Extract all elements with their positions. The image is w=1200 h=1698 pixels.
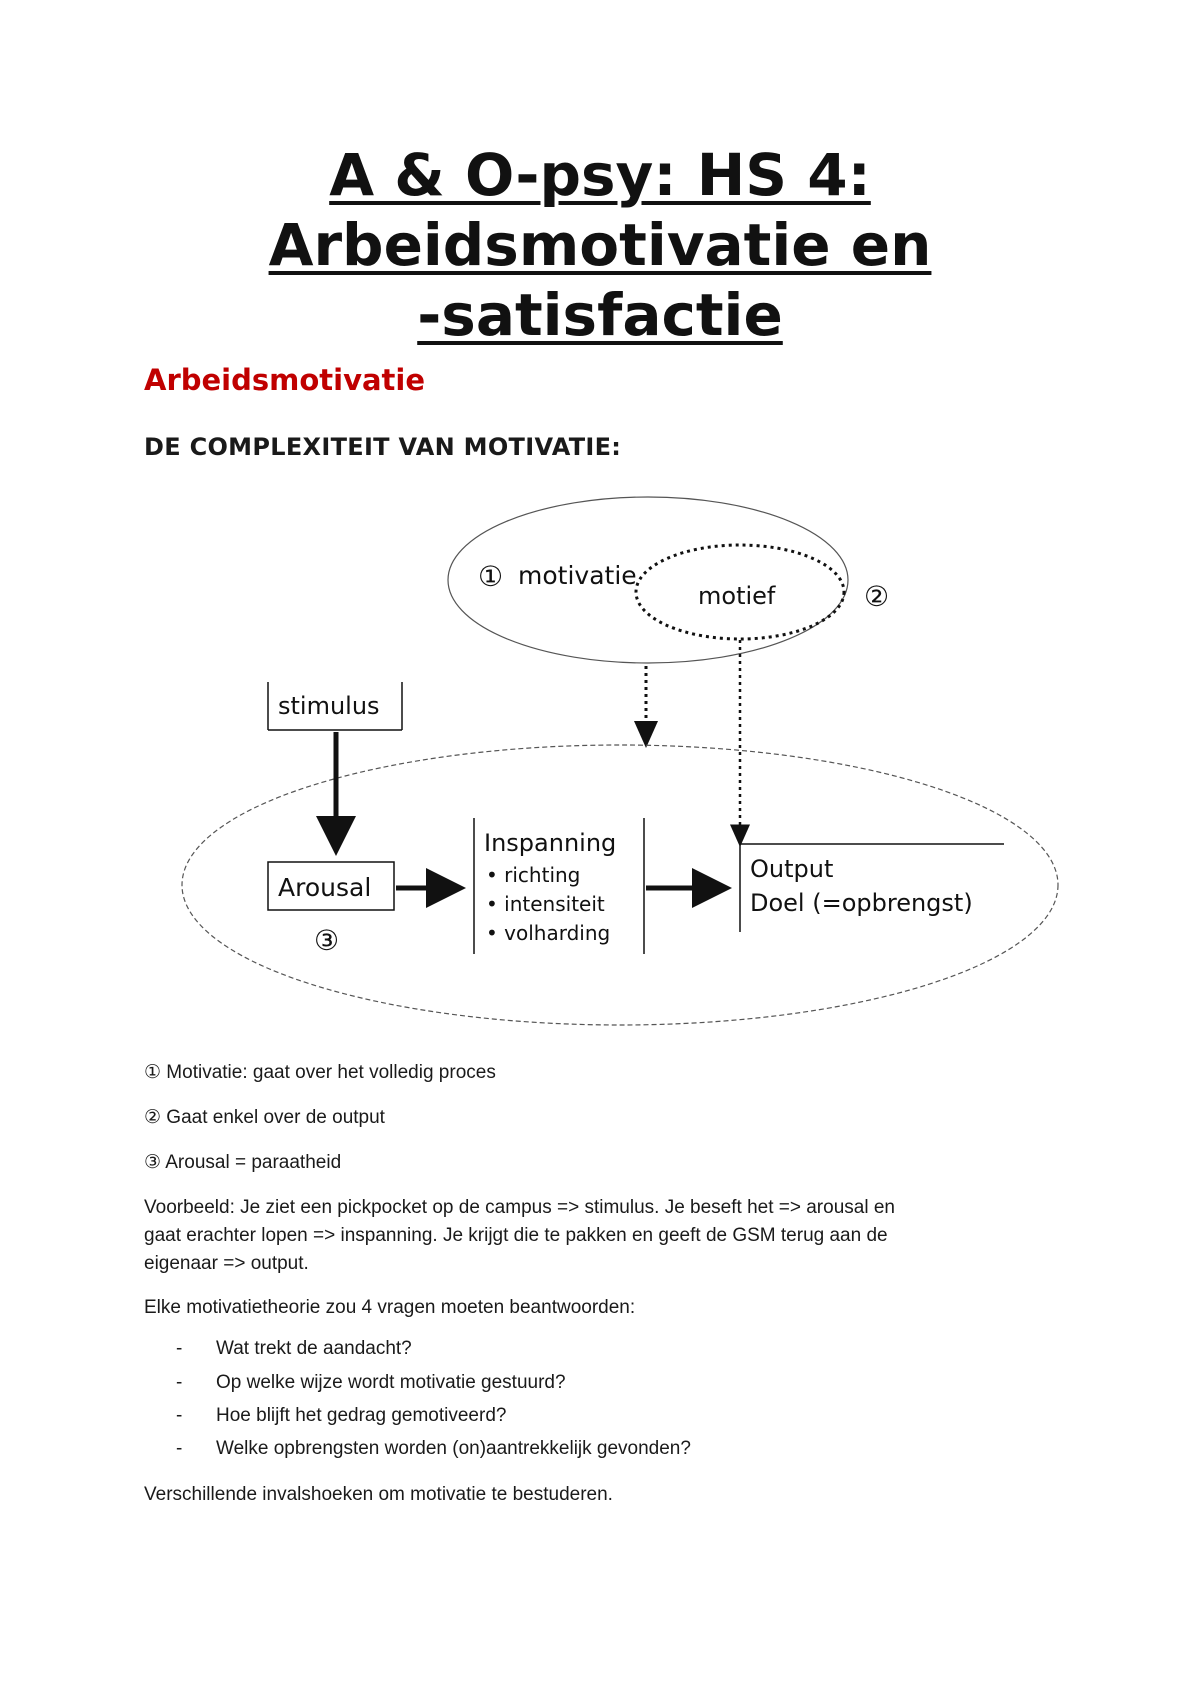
question-item-4: - Welke opbrengsten worden (on)aantrekkelijk gevonden? bbox=[176, 1438, 691, 1459]
question-text-4: Welke opbrengsten worden (on)aantrekkelijk gevonden? bbox=[216, 1438, 691, 1459]
motivatie-ellipse bbox=[448, 497, 848, 663]
note-2: ② Gaat enkel over de output bbox=[144, 1107, 385, 1128]
inspanning-bullet-1: • richting bbox=[486, 863, 581, 887]
marker-3: ③ bbox=[314, 924, 340, 957]
question-item-1: - Wat trekt de aandacht? bbox=[176, 1338, 412, 1359]
marker-1: ① bbox=[478, 560, 504, 593]
note-1: ① Motivatie: gaat over het volledig proces bbox=[144, 1062, 496, 1083]
closing-sentence: Verschillende invalshoeken om motivatie te bestuderen. bbox=[144, 1484, 613, 1505]
motivatie-label: motivatie bbox=[518, 561, 637, 590]
motivation-diagram bbox=[0, 480, 1200, 1040]
stimulus-label: stimulus bbox=[278, 692, 380, 720]
section-heading: Arbeidsmotivatie bbox=[144, 363, 426, 397]
question-text-3: Hoe blijft het gedrag gemotiveerd? bbox=[216, 1405, 507, 1426]
question-text-2: Op welke wijze wordt motivatie gestuurd? bbox=[216, 1372, 566, 1393]
output-label: Output bbox=[750, 855, 834, 883]
inspanning-item-3: volharding bbox=[504, 921, 611, 945]
marker-2: ② bbox=[864, 580, 890, 613]
arousal-label: Arousal bbox=[278, 873, 372, 902]
example-paragraph bbox=[144, 1194, 1044, 1278]
subheading: DE COMPLEXITEIT VAN MOTIVATIE: bbox=[144, 433, 622, 461]
inspanning-bullet-2: • intensiteit bbox=[486, 892, 605, 916]
note-3: ③ Arousal = paraatheid bbox=[144, 1152, 342, 1173]
question-text-1: Wat trekt de aandacht? bbox=[216, 1338, 412, 1359]
title-line-2: Arbeidsmotivatie en bbox=[268, 211, 932, 279]
question-item-2: - Op welke wijze wordt motivatie gestuurd? bbox=[176, 1372, 566, 1393]
inspanning-item-1: richting bbox=[504, 863, 581, 887]
example-line-1: Voorbeeld: Je ziet een pickpocket op de campus => stimulus. Je beseft het => arousal en bbox=[144, 1197, 895, 1218]
motief-label: motief bbox=[698, 582, 776, 610]
inspanning-item-2: intensiteit bbox=[504, 892, 605, 916]
title-line-3: -satisfactie bbox=[417, 281, 783, 349]
title-line-1: A & O-psy: HS 4: bbox=[329, 141, 871, 209]
questions-intro: Elke motivatietheorie zou 4 vragen moeten beantwoorden: bbox=[144, 1297, 636, 1318]
example-line-2: gaat erachter lopen => inspanning. Je krijgt die te pakken en geeft de GSM terug aan de bbox=[144, 1225, 888, 1246]
example-line-3: eigenaar => output. bbox=[144, 1253, 309, 1274]
question-item-3: - Hoe blijft het gedrag gemotiveerd? bbox=[176, 1405, 507, 1426]
page-title bbox=[100, 140, 1100, 350]
doel-label: Doel (=opbrengst) bbox=[750, 889, 973, 917]
inspanning-label: Inspanning bbox=[484, 829, 617, 857]
inspanning-bullet-3: • volharding bbox=[486, 921, 611, 945]
